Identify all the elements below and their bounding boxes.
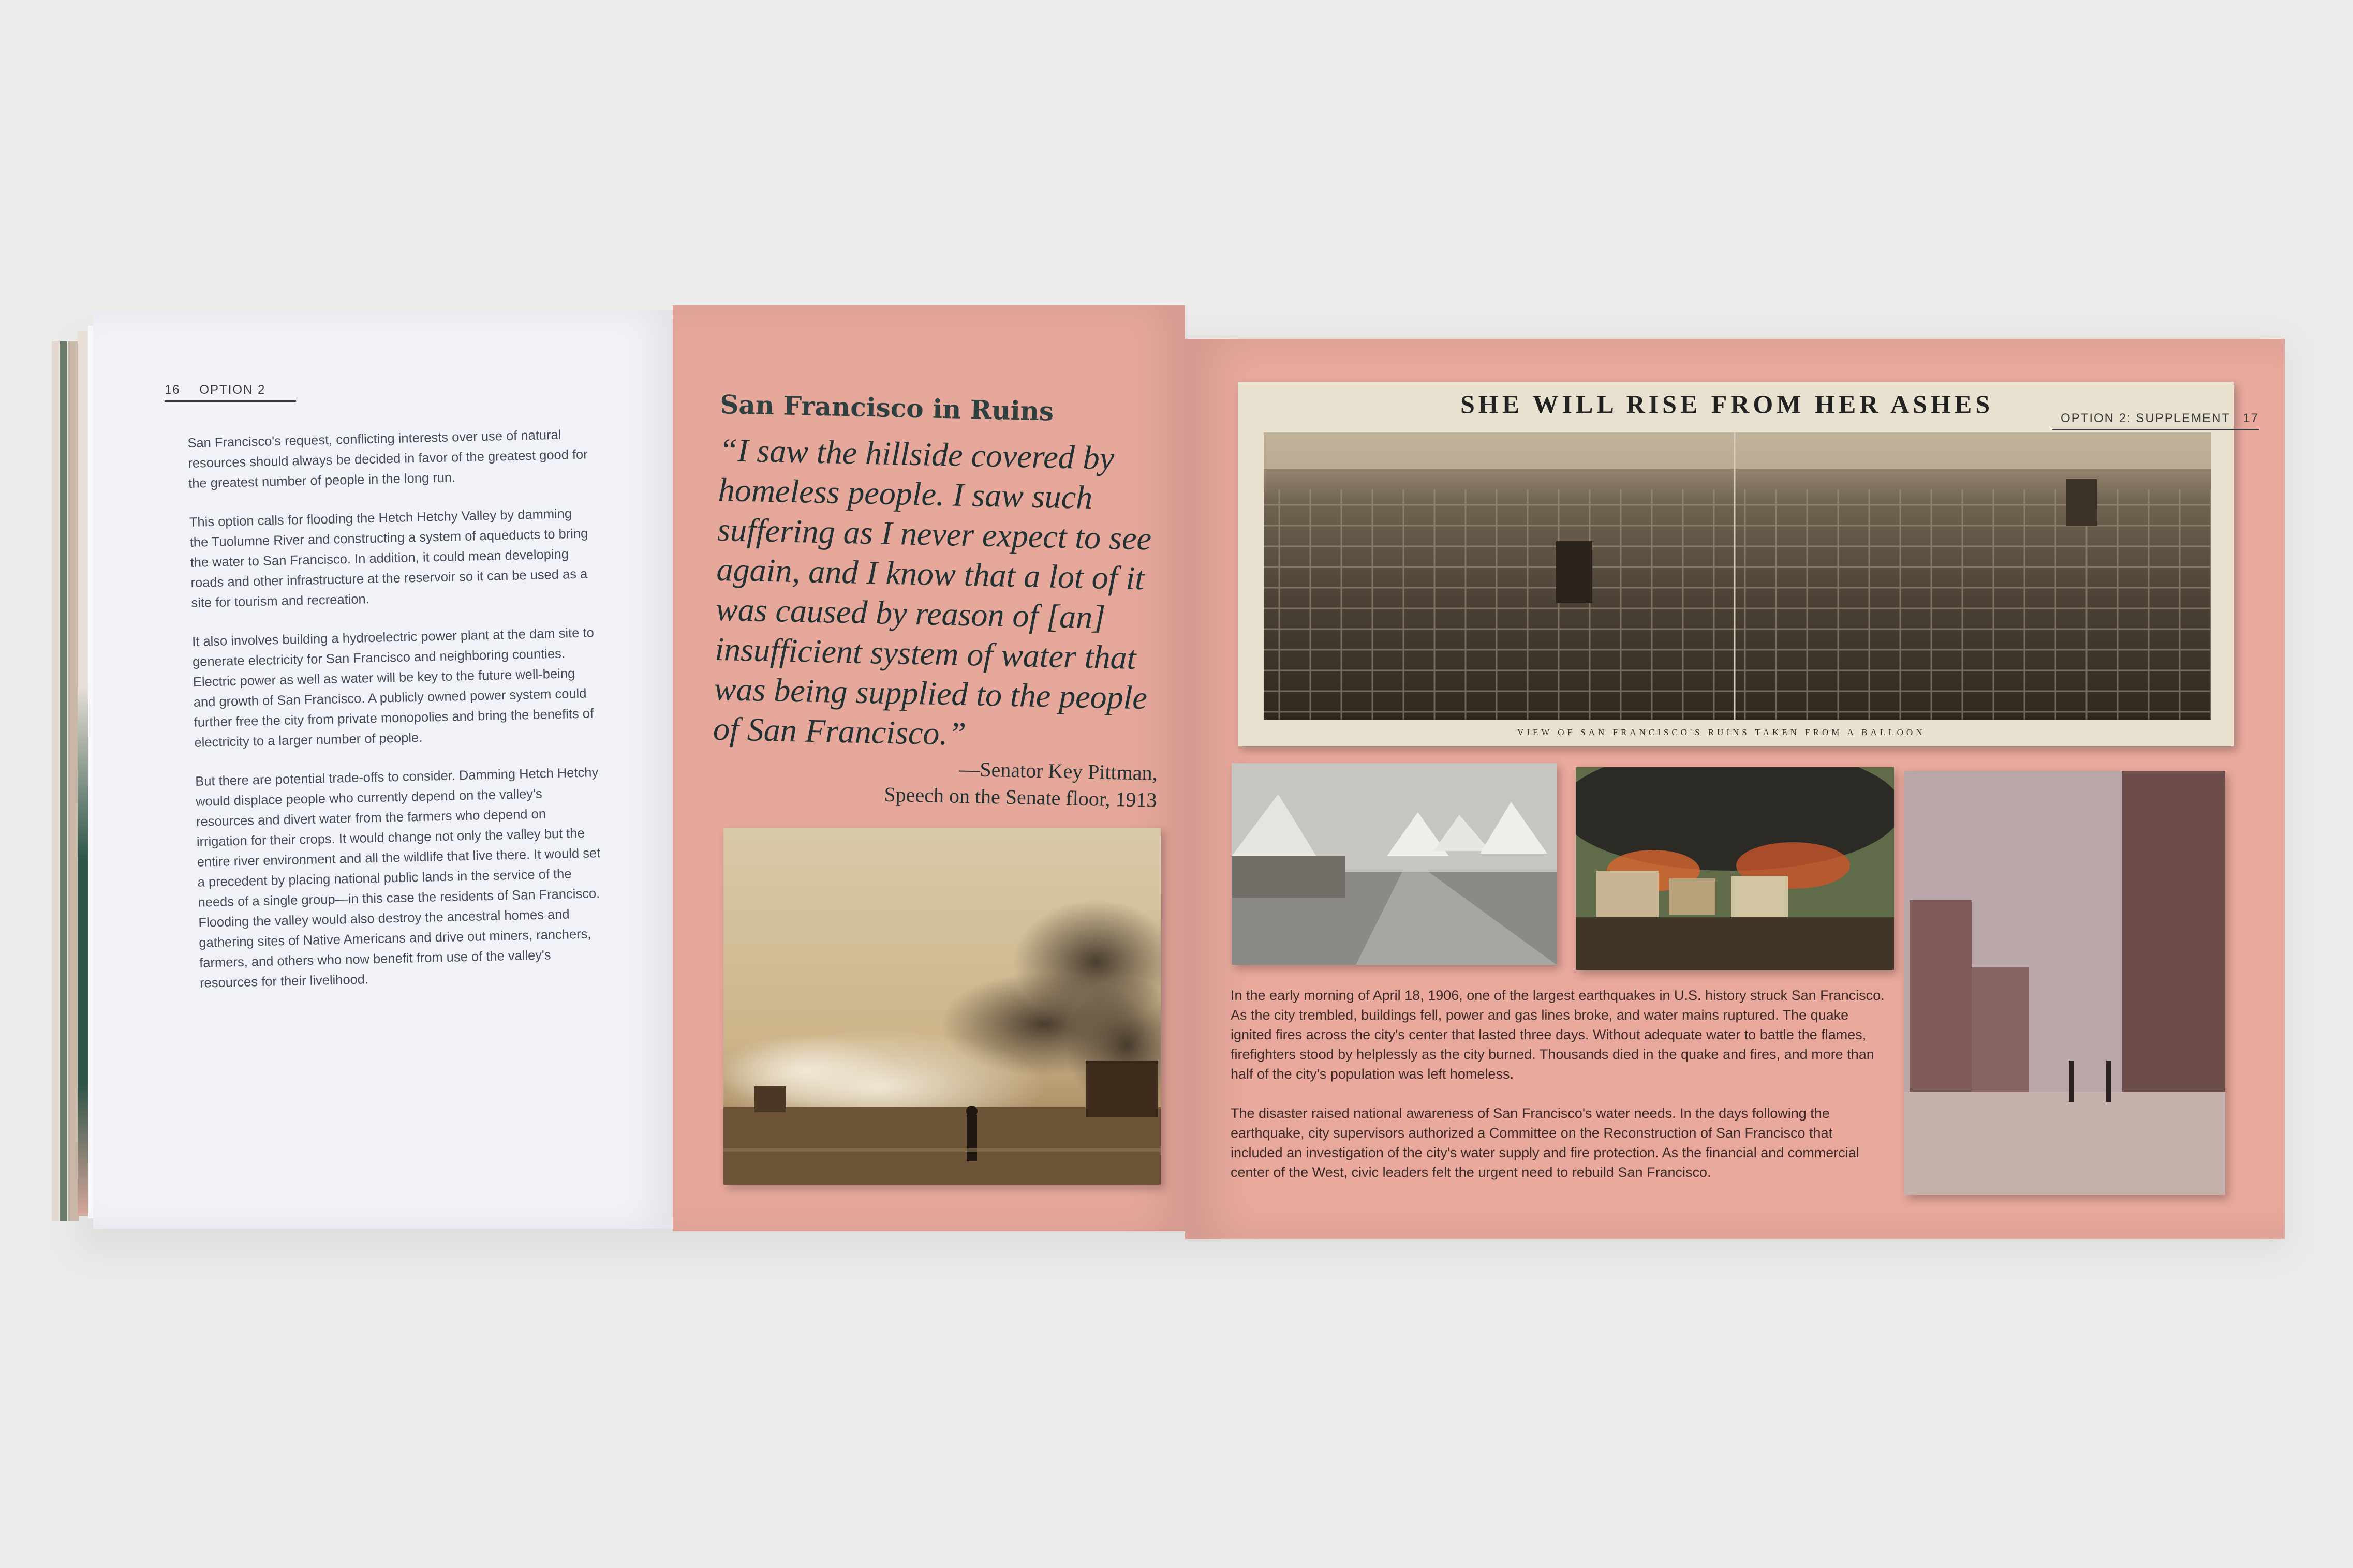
- left-paragraph: But there are potential trade-offs to consider. Damming Hetch Hetchy would displace people who currently depend on the valley's resources and divert water from the farmers who depend on irrigation for their crops. It would change not only the valley but the entire river environment and all the wildlife that live there. It would set a precedent by placing national public lands in the service of the needs of a single group—in this case the residents of San Francisco. Flooding the valley would also destroy the ancestral homes and gathering sites of Native Americans and drive out miners, ranchers, farmers, and others who now benefit from use of the valley's resources for their livelihood.: [195, 765, 601, 991]
- right-paragraph: In the early morning of April 18, 1906, one of the largest earthquakes in U.S. history struck San Francisco. As the city trembled, buildings fell, power and gas lines broke, and water mains ruptured. The quake ignited fires across the city's center that lasted three days. Without adequate water to battle the flames, firefighters stood by helplessly as the city burned. Thousands died in the quake and fires, and more than half of the city's population was left homeless.: [1231, 988, 1885, 1082]
- attribution-name: —Senator Key Pittman,: [958, 757, 1158, 785]
- tents-photo: [1232, 763, 1557, 965]
- left-page-number: 16: [165, 383, 181, 397]
- right-page-header: [2052, 411, 2259, 430]
- left-paragraph: This option calls for flooding the Hetch Hetchy Valley by damming the Tuolumne River and constructing a system of aqueducts to bring the water to San Francisco. In addition, it could mean developing roads and other infrastructure at the reservoir so it can be used as a site for tourism and recreation.: [189, 506, 588, 610]
- left-page-header: [165, 383, 296, 402]
- right-paragraph: The disaster raised national awareness of San Francisco's water needs. In the days following the earthquake, city supervisors authorized a Committee on the Reconstruction of San Francisco that included an investigation of the city's water supply and fire protection. As the financial and commercial center of the West, civic leaders felt the urgent need to rebuild San Francisco.: [1231, 1106, 1859, 1180]
- panorama-photo: [1264, 432, 2211, 720]
- attribution-source: Speech on the Senate floor, 1913: [884, 782, 1158, 812]
- panorama-card: [1238, 382, 2234, 746]
- left-page-body: [187, 424, 604, 1012]
- ruins-title: San Francisco in Ruins: [719, 389, 1054, 427]
- left-paragraph: San Francisco's request, conflicting interests over use of natural resources should always be decided in favor of the greatest good for the greatest number of people in the long run.: [187, 427, 588, 491]
- page-edge: [60, 341, 67, 1221]
- fire-photo: [1576, 767, 1894, 970]
- page-edge: [52, 341, 59, 1221]
- left-paragraph: It also involves building a hydroelectric power plant at the dam site to generate electricity for San Francisco and neighboring counties. Electric power as well as water will be key to the future well-being and growth of San Francisco. A publicly owned power system could further free the city from private monopolies and bring the benefits of electricity to a larger number of people.: [191, 625, 595, 750]
- page-edge: [68, 341, 79, 1221]
- right-page-section: OPTION 2: SUPPLEMENT: [2061, 411, 2230, 425]
- panorama-caption: VIEW OF SAN FRANCISCO'S RUINS TAKEN FROM A BALLOON: [1517, 727, 1926, 737]
- quote-attribution: [712, 751, 1158, 814]
- right-page-number: 17: [2243, 411, 2259, 425]
- left-page-section: OPTION 2: [199, 383, 266, 397]
- pittman-quote: “I saw the hillside covered by homeless people. I saw such suffering as I never expect to see again, and I know that a lot of it was caused by reason of [an] insufficient system of water that was being supplied to the people of San Francisco.”: [713, 431, 1152, 753]
- ruins-text-block: [712, 389, 1165, 814]
- panorama-title: SHE WILL RISE FROM HER ASHES: [1460, 390, 1994, 419]
- street-ruins-photo: [1904, 771, 2225, 1195]
- right-page-body: [1231, 985, 1885, 1202]
- smoke-photo: [723, 828, 1161, 1185]
